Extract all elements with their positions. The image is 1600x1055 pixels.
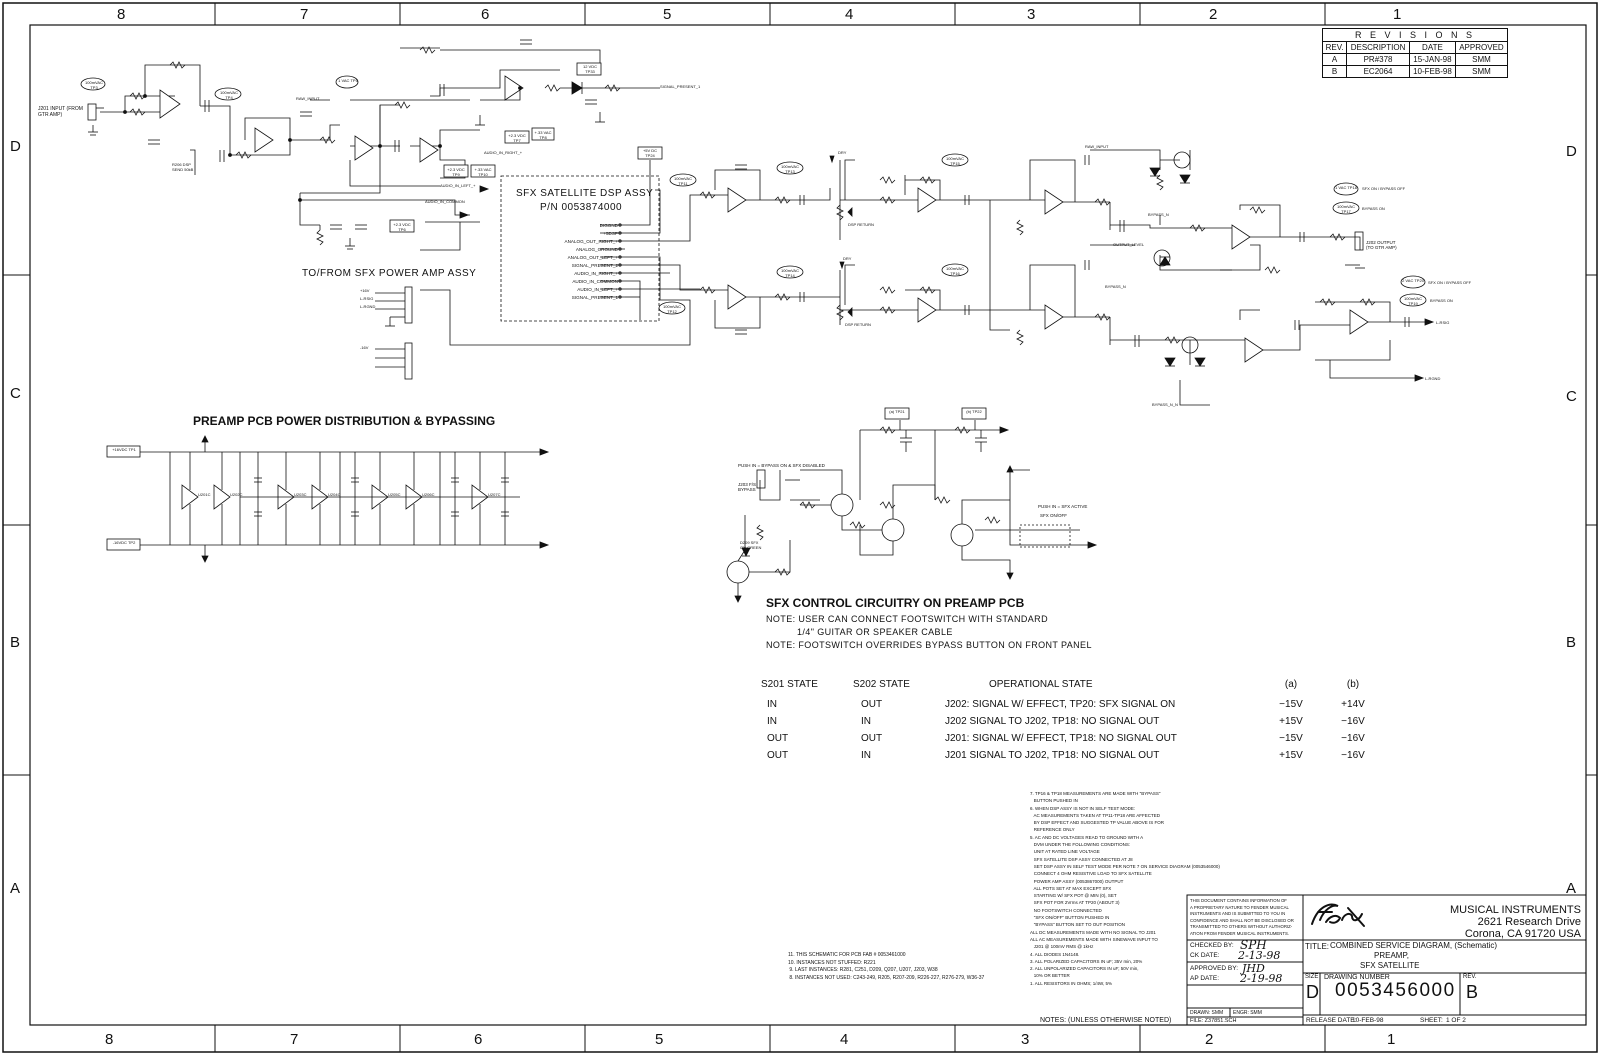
state-cell: −16V — [1341, 716, 1365, 727]
state-header: (a) — [1284, 679, 1298, 690]
tp10-label: +.33 VAC TP10 — [474, 167, 492, 177]
title-line-3: SFX SATELLITE — [1360, 961, 1420, 970]
inner-frame — [30, 25, 1586, 1025]
dsp-pin: SIGNAL_PRESENT_1 — [571, 295, 618, 300]
tp13-label: 100mVAC TP13 — [781, 164, 799, 174]
output-level-label: OUTPUT_LEVEL — [1113, 242, 1145, 247]
state-header: S201 STATE — [761, 679, 818, 690]
zone-right-b: B — [1566, 634, 1577, 651]
dsp-block-title: SFX SATELLITE DSP ASSY — [516, 188, 654, 199]
tp33-label: 12 VDC TP33 — [582, 64, 597, 74]
engr-label: ENGR: SMM — [1233, 1010, 1262, 1016]
to-from-power-amp-label: TO/FROM SFX POWER AMP ASSY — [302, 268, 477, 279]
l-rsig-right-label: L-RSIG — [1436, 320, 1450, 325]
dsp-pin: SIGNAL_PRESENT_2 — [571, 263, 618, 268]
dsp-return-label-2: DSP RETURN — [845, 322, 871, 327]
rev-cell: SMM — [1455, 54, 1507, 66]
opamp-label: U207C — [488, 492, 501, 497]
dsp-pin: ANALOG_OUT_LEFT_+ — [567, 255, 618, 260]
l-rsig-left-label: L-RSIG — [360, 296, 374, 301]
dsp-return-label-1: DSP RETURN — [848, 222, 874, 227]
tp11-label: 100mVAC TP11 — [674, 176, 692, 186]
zone-left-d: D — [10, 138, 21, 155]
rev-label: REV. — [1463, 974, 1477, 980]
power-amp-connectors — [375, 287, 412, 379]
v16n-left-label: -16V — [360, 345, 369, 350]
table-row — [755, 747, 1384, 764]
title-line-1: COMBINED SERVICE DIAGRAM, (Schematic) — [1330, 941, 1497, 950]
zone-right-a: A — [1566, 880, 1577, 897]
sfx-onoff-label: SFX ON/OFF — [1040, 513, 1067, 518]
state-cell: IN — [767, 716, 777, 727]
dsp-pin: AUDIO_IN_RIGHT_+ — [574, 271, 618, 276]
rev-cell: PR#378 — [1347, 54, 1410, 66]
sheet-label: SHEET: — [1420, 1017, 1443, 1024]
company-line-2: 2621 Research Drive — [1477, 916, 1581, 928]
state-header: (b) — [1346, 679, 1360, 690]
state-cell: −15V — [1279, 733, 1303, 744]
state-cell: IN — [861, 716, 871, 727]
state-cell: IN — [767, 699, 777, 710]
opamp-label: U205C — [388, 492, 401, 497]
zone-bottom-4: 4 — [840, 1031, 849, 1048]
push-in-sfx-label: PUSH IN = SFX ACTIVE — [1038, 504, 1088, 509]
zone-bottom-3: 3 — [1021, 1031, 1030, 1048]
zone-right-d: D — [1566, 143, 1577, 160]
push-in-bypass-label: PUSH IN = BYPASS ON & SFX DISABLED — [738, 463, 825, 468]
opamp-label: U201C — [198, 492, 211, 497]
state-cell: +14V — [1341, 699, 1365, 710]
checked-by-label: CHECKED BY: — [1190, 942, 1234, 949]
zone-bottom-2: 2 — [1205, 1031, 1214, 1048]
l-rgnd-right-label: L-RGND — [1425, 376, 1441, 381]
notes-right-column: 7. TP16 & TP18 MEASUREMENTS ARE MADE WITH "BYPASS" BUTTON PUSHED IN 6. WHEN DSP ASSY IS NOT IN SELF TEST MODE: AC MEASUREMENTS TAKEN AT TP11-TP18 ARE AFFECTED BY DSP EFFECT AND SUGGESTED TP VALUE ABOVE IS FOR REFERENCE ONLY 5. AC AND DC VOLTAGES READ TO GROUND WITH A DVM UNDER THE FOLLOWING CONDITIONS: UNIT AT RATED LINE VOLTAGE SFX SATELLITE DSP ASSY CONNECTED AT J8 SET DSP ASSY IN SELF TEST MODE PER NOTE 7 ON SERVICE DIAGRAM (0053546000) CONNECT 4 OHM RESISTIVE LOAD TO SFX SATELLITE POWER AMP ASSY (0053867000) OUTPUT ALL POTS SET AT MAX EXCEPT SFX STARTING W/ SFX POT @ MIN (0), SET SFX POT FOR 2Vrms AT TP20 (ABOUT 3) NO FOOTSWITCH CONNECTED "SFX ON/OFF" BUTTON PUSHED IN "BYPASS" BUTTON SET TO OUT POSITION ALL DC MEASUREMENTS MADE WITH NO SIGNAL TO J201 ALL AC MEASUREMENTS MADE WITH SINEWAVE INPUT TO J201 @ 100mV RMS @ 1kHz 4. ALL DIODES 1N4148. 3. ALL POLARIZED CAPACITORS IN uF; 35V min, 20% 2. ALL UNPOLARIZED CAPACITORS IN uF; 50V min, 10% OR BETTER 1. ALL RESISTORS IN OHMS; 1/4W, 5% — [1030, 791, 1220, 986]
bypass-n-n-label: BYPASS_N_N — [1152, 402, 1178, 407]
dry-label-1: DRY — [838, 150, 847, 155]
dsp-block-part: P/N 0053874000 — [540, 202, 623, 213]
sfx-note-1b: 1/4" GUITAR OR SPEAKER CABLE — [797, 627, 953, 637]
power-distribution — [107, 436, 548, 562]
rev-cell: B — [1323, 66, 1347, 78]
dsp-pin: AUDIO_IN_COMMON — [572, 279, 618, 284]
state-cell: IN — [861, 750, 871, 761]
revision-row — [1323, 54, 1508, 66]
opamp-label: U206C — [422, 492, 435, 497]
size-value: D — [1306, 982, 1319, 1002]
v16p-left-label: +16V — [360, 288, 370, 293]
tp17-label: 100mVAC TP17 — [1337, 204, 1355, 214]
revision-row — [1323, 66, 1508, 78]
bypass-n-label-2: BYPASS_N — [1105, 284, 1126, 289]
state-cell: J201 SIGNAL TO J202, TP18: NO SIGNAL OUT — [945, 750, 1160, 761]
dsp-pin: ANALOG_GROUND — [575, 247, 618, 252]
size-label: SIZE — [1305, 974, 1319, 980]
tp20-label: 2 VAC TP20 — [1402, 278, 1424, 283]
revisions-title: R E V I S I O N S — [1323, 29, 1508, 42]
dsp-pin: +5DSP — [603, 231, 618, 236]
state-header: OPERATIONAL STATE — [989, 679, 1093, 690]
power-section-title: PREAMP PCB POWER DISTRIBUTION & BYPASSING — [193, 414, 496, 428]
zone-bottom-6: 6 — [474, 1031, 483, 1048]
state-cell: −16V — [1341, 733, 1365, 744]
company-line-1: MUSICAL INSTRUMENTS — [1450, 904, 1581, 916]
title-line-2: PREAMP, — [1374, 951, 1409, 960]
state-cell: J202 SIGNAL TO J202, TP18: NO SIGNAL OUT — [945, 716, 1160, 727]
dsp-send-label: R206 DSP SEND 50kB — [172, 162, 194, 172]
opamp-label: U202C — [230, 492, 243, 497]
tp16-label: 100mVAC TP16 — [946, 266, 964, 276]
dsp-return-stage — [700, 156, 1020, 334]
state-cell: OUT — [861, 733, 883, 744]
zone-bottom-7: 7 — [290, 1031, 299, 1048]
release-date: 10-FEB-98 — [1352, 1017, 1384, 1024]
tp22-label: (b) TP22 — [966, 409, 982, 414]
input-stage — [88, 40, 660, 249]
state-cell: OUT — [861, 699, 883, 710]
sheet-value: 1 OF 2 — [1446, 1017, 1466, 1024]
drawing-number: 0053456000 — [1335, 980, 1456, 1001]
zone-top-6: 6 — [481, 6, 490, 23]
tp8-label: +.33 VAC TP8 — [534, 130, 552, 140]
zone-top-7: 7 — [300, 6, 309, 23]
tp1-label: +16VDC TP1 — [112, 447, 136, 452]
rev-header-date: DATE — [1409, 42, 1455, 54]
bypass-on-label-2: BYPASS ON — [1430, 298, 1453, 303]
revisions-table — [1322, 28, 1508, 78]
tp24-label: +5V DC TP24 — [642, 148, 658, 158]
table-row — [755, 730, 1384, 747]
notes-heading: NOTES: (UNLESS OTHERWISE NOTED) — [1040, 1017, 1172, 1024]
drawing-number-label: DRAWING NUMBER — [1324, 974, 1390, 981]
state-cell: +15V — [1279, 750, 1303, 761]
dsp-pin: AUDIO_IN_LEFT_+ — [577, 287, 618, 292]
zone-top-4: 4 — [845, 6, 854, 23]
audio-in-right-label: AUDIO_IN_RIGHT_+ — [484, 150, 523, 155]
zone-bottom-1: 1 — [1387, 1031, 1396, 1048]
zone-top-5: 5 — [663, 6, 672, 23]
zone-top-3: 3 — [1027, 6, 1036, 23]
sfx-bypass-off-label-2: SFX ON / BYPASS OFF — [1428, 280, 1472, 285]
zone-left-a: A — [10, 880, 21, 897]
state-cell: OUT — [767, 733, 789, 744]
l-rgnd-left-label: L-RGND — [360, 304, 376, 309]
ap-date-label: AP DATE: — [1190, 975, 1220, 982]
rev-cell: 10-FEB-98 — [1409, 66, 1455, 78]
j202-output-label: J202 OUTPUT (TO GTR AMP) — [1366, 240, 1397, 250]
rev-cell: SMM — [1455, 66, 1507, 78]
zone-top-1: 1 — [1393, 6, 1402, 23]
audio-in-common-label: AUDIO_IN_COMMON — [425, 199, 465, 204]
tp12-label: 100mVAC TP12 — [663, 304, 681, 314]
ap-date-value: 2-19-98 — [1240, 972, 1283, 985]
tp15-label: 100mVAC TP15 — [946, 156, 964, 166]
state-cell: −15V — [1279, 699, 1303, 710]
raw-input-label: RAW_INPUT — [296, 96, 320, 101]
state-cell: +15V — [1279, 716, 1303, 727]
checked-by-signature: SPH — [1240, 938, 1267, 952]
bypass-n-label-1: BYPASS_N — [1148, 212, 1169, 217]
rev-header-description: DESCRIPTION — [1347, 42, 1410, 54]
tp21-label: (a) TP21 — [889, 409, 905, 414]
rev-cell: 15-JAN-98 — [1409, 54, 1455, 66]
state-table-header — [755, 677, 1384, 696]
table-row — [755, 713, 1384, 730]
dry-label-2: DRY — [843, 256, 852, 261]
dsp-pin: DIGGND — [599, 223, 618, 228]
ck-date-value: 2-13-98 — [1238, 949, 1281, 962]
state-cell: OUT — [767, 750, 789, 761]
tp19-label: 100mVAC TP19 — [1404, 296, 1422, 306]
dsp-pin: ANALOG_OUT_RIGHT_+ — [564, 239, 618, 244]
tp3-label: 100mVAC TP3 — [85, 80, 103, 90]
approved-by-label: APPROVED BY: — [1190, 965, 1239, 972]
tp18-label: 1 VAC TP18 — [1335, 185, 1357, 190]
tp6-label: +2.3 VDC TP6 — [393, 222, 411, 232]
state-cell: −16V — [1341, 750, 1365, 761]
operational-state-table — [755, 677, 1384, 764]
state-cell: J201: SIGNAL W/ EFFECT, TP18: NO SIGNAL OUT — [945, 733, 1177, 744]
tp4-label: 100mVAC TP4 — [220, 90, 238, 100]
audio-in-left-label: AUDIO_IN_LEFT_+ — [440, 183, 476, 188]
sfx-on-green-label: D209 SFX ON GREEN — [740, 540, 762, 550]
drawn-label: DRAWN: SMM — [1190, 1010, 1224, 1016]
rev-header-rev: REV. — [1323, 42, 1347, 54]
zone-left-c: C — [10, 385, 21, 402]
notes-left-column: 11. THIS SCHEMATIC FOR PCB FAB # 0053461000 10. INSTANCES NOT STUFFED: R221 9. LAST INSTANCES: R281, C251, D209, Q207, U207, J203, W38 8. INSTANCES NOT USED: C243-249, R205, R207-209, R226-227, R276-279, W36-37 — [788, 952, 985, 981]
zone-bottom-8: 8 — [105, 1031, 114, 1048]
state-cell: J202: SIGNAL W/ EFFECT, TP20: SFX SIGNAL ON — [945, 699, 1176, 710]
rev-value: B — [1466, 982, 1479, 1002]
sfx-note-2: NOTE: FOOTSWITCH OVERRIDES BYPASS BUTTON ON FRONT PANEL — [766, 640, 1092, 650]
tp2-label: -16VDC TP2 — [112, 540, 136, 545]
signal-present-label: SIGNAL_PRESENT_1 — [660, 84, 701, 89]
fender-logo — [1308, 898, 1370, 932]
file-label: FILE: Z37851.SCH — [1190, 1018, 1237, 1024]
state-header: S202 STATE — [853, 679, 910, 690]
rev-cell: EC2064 — [1347, 66, 1410, 78]
bypass-on-label-1: BYPASS ON — [1362, 206, 1385, 211]
sfx-section-title: SFX CONTROL CIRCUITRY ON PREAMP PCB — [766, 596, 1025, 610]
zone-right-c: C — [1566, 388, 1577, 405]
tp5-label: 1 VAC TP5 — [338, 78, 358, 83]
sfx-note-1: NOTE: USER CAN CONNECT FOOTSWITCH WITH STANDARD — [766, 614, 1048, 624]
zone-top-8: 8 — [117, 6, 126, 23]
title-label: TITLE: — [1305, 942, 1330, 951]
zone-bottom-5: 5 — [655, 1031, 664, 1048]
tp7-label: +2.3 VDC TP7 — [508, 133, 526, 143]
zone-left-b: B — [10, 634, 21, 651]
tp9-label: +2.3 VDC TP9 — [447, 167, 465, 177]
approved-by-signature: JHD — [1242, 962, 1265, 975]
company-block — [1375, 904, 1581, 940]
proprietary-notice: THIS DOCUMENT CONTAINS INFORMATION OF A PROPRIETARY NATURE TO FENDER MUSICAL INSTRUMENTS AND IS SUBMITTED TO YOU IN CONFIDENCE AND SHALL NOT BE DISCLOSED OR TRANSMITTED TO OTHERS WITHOUT AUTHORIZ- ATION FROM FENDER MUSICAL INSTRUMENTS. — [1190, 898, 1294, 936]
opamp-label: U204C — [328, 492, 341, 497]
sfx-bypass-off-label-1: SFX ON / BYPASS OFF — [1362, 186, 1406, 191]
opamp-label: U203C — [294, 492, 307, 497]
company-line-3: Corona, CA 91720 USA — [1464, 928, 1581, 940]
input-jack-label: J201 INPUT (FROM GTR AMP) — [38, 106, 83, 118]
release-label: RELEASE DATE: — [1306, 1017, 1357, 1024]
table-row — [755, 696, 1384, 713]
tp14-label: 100mVAC TP14 — [781, 268, 799, 278]
zone-top-2: 2 — [1209, 6, 1218, 23]
rev-cell: A — [1323, 54, 1347, 66]
fs-bypass-label: J203 F/S BYPASS — [738, 482, 757, 492]
raw-input-right-label: RAW_INPUT — [1085, 144, 1109, 149]
rev-header-approved: APPROVED — [1455, 42, 1507, 54]
ck-date-label: CK DATE: — [1190, 952, 1220, 959]
dsp-pin-list — [525, 222, 618, 302]
